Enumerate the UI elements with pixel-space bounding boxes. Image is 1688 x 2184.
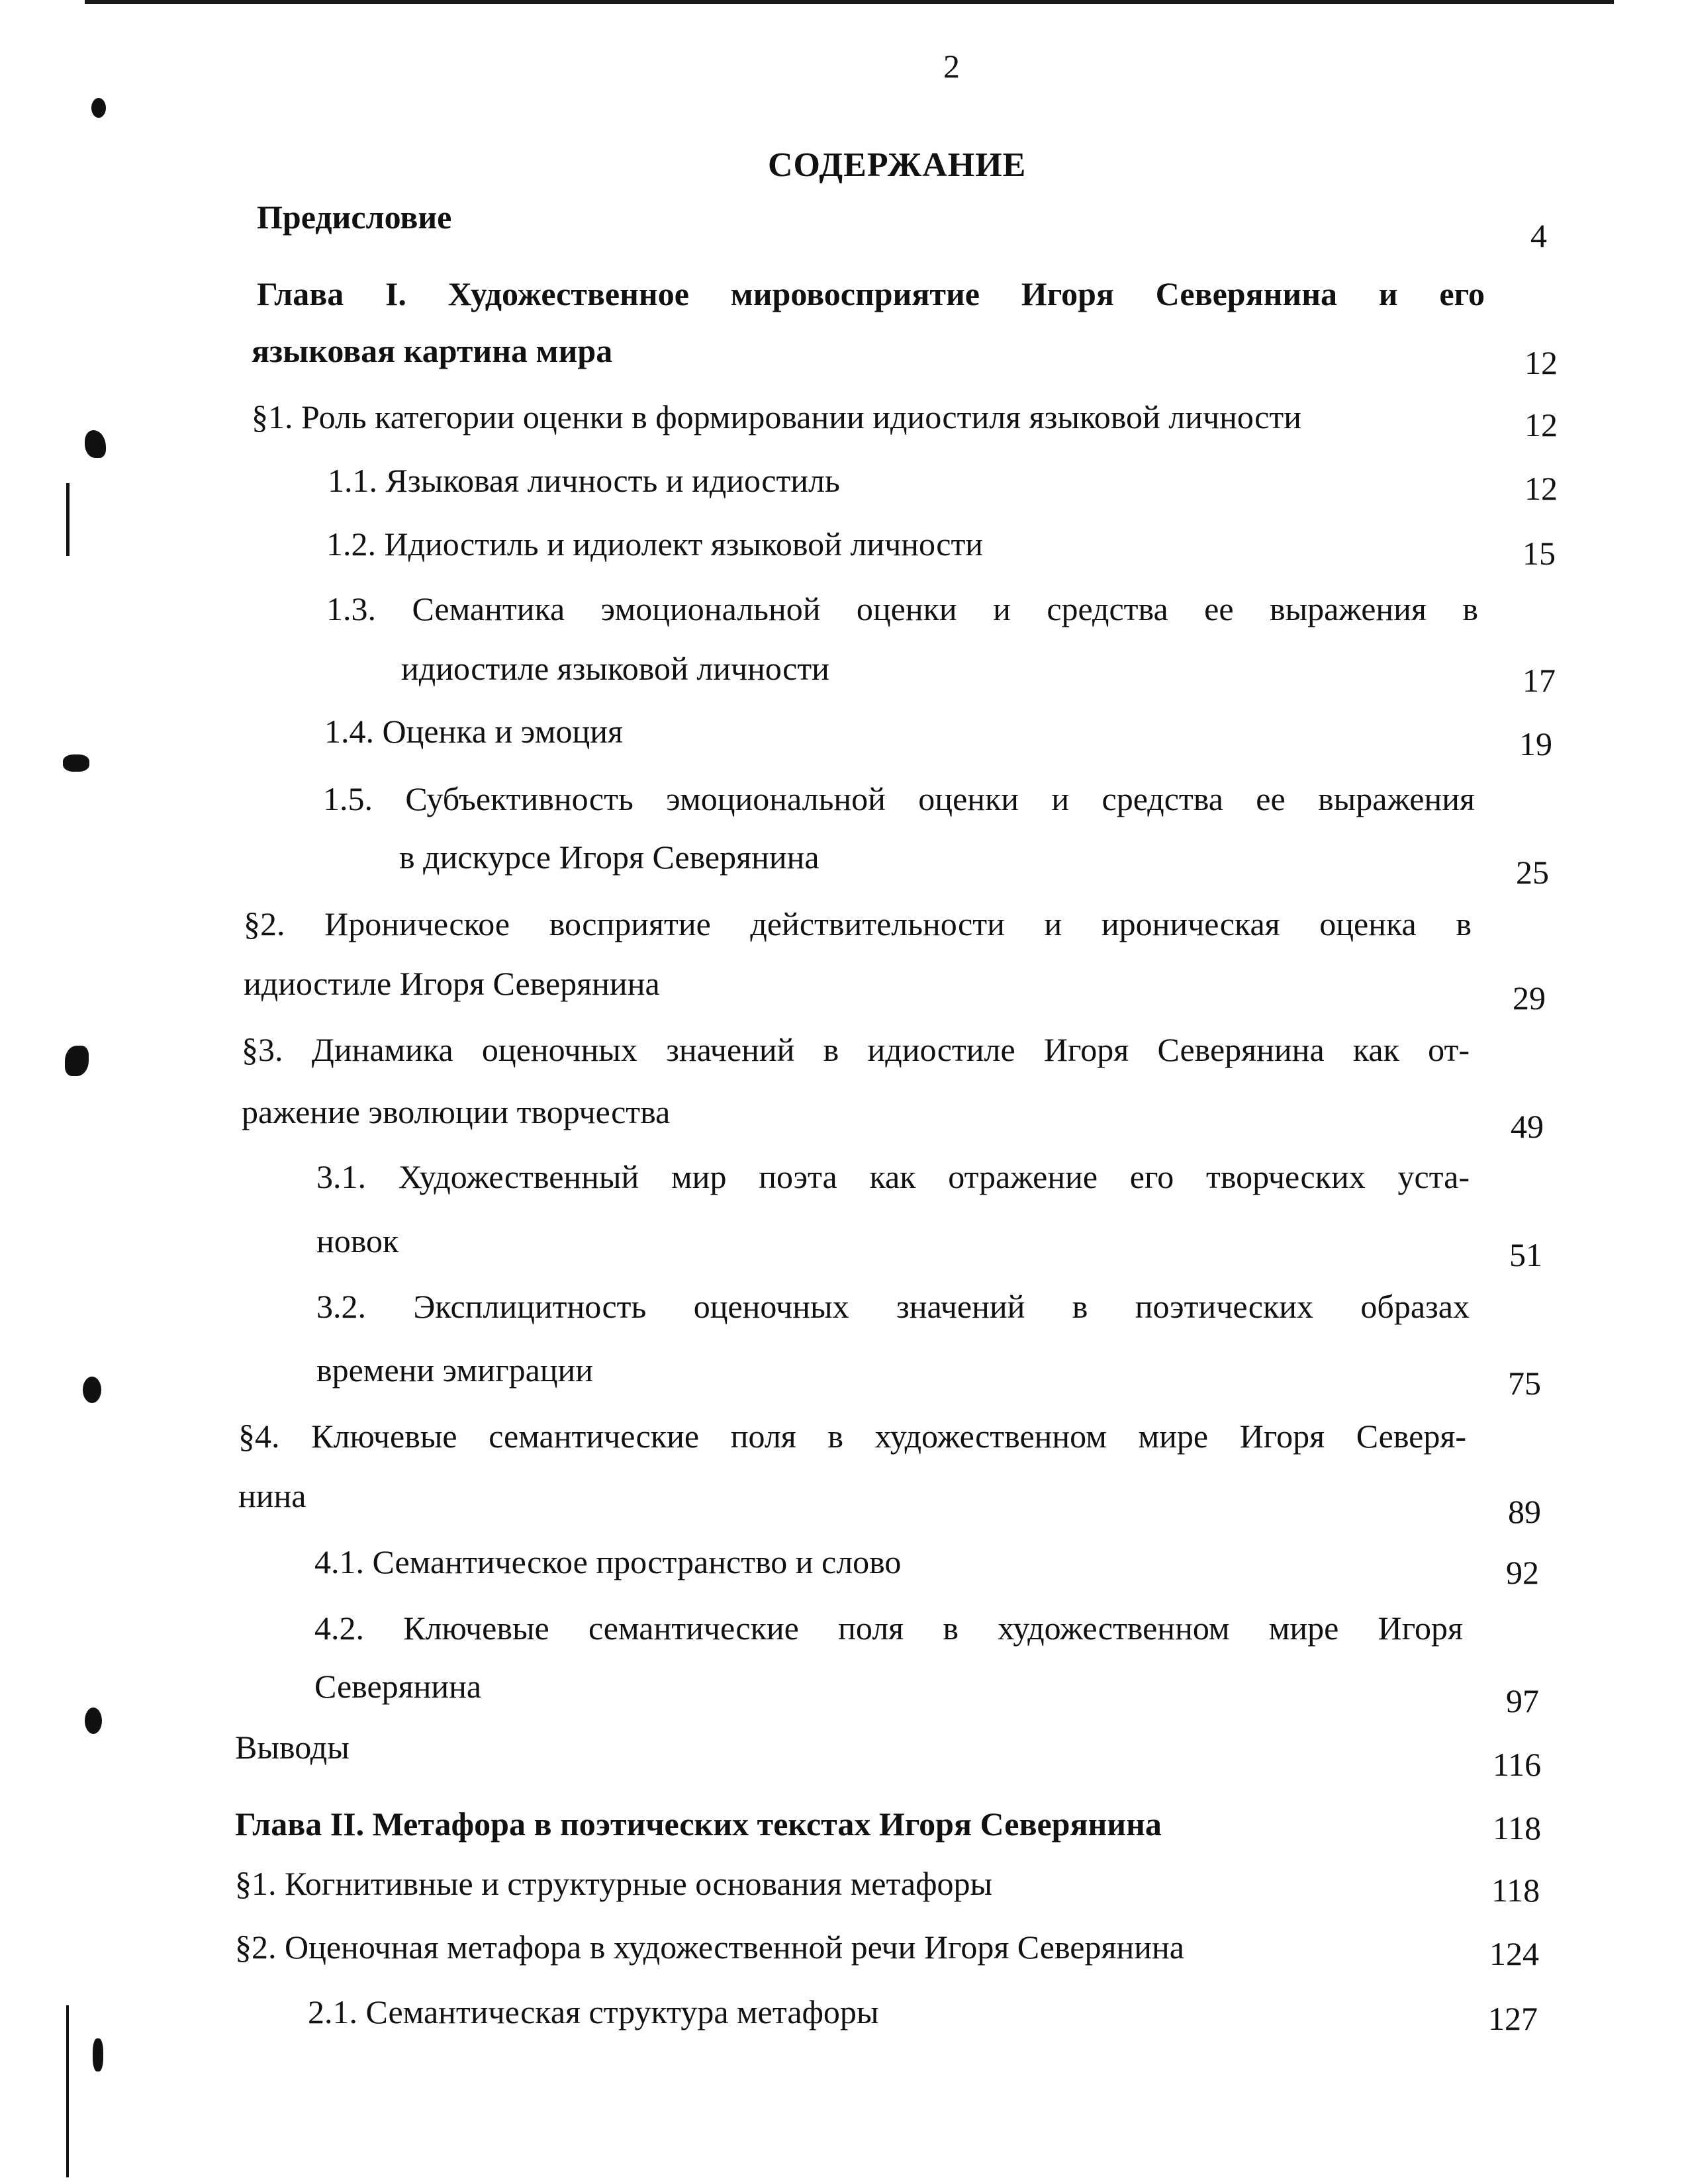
toc-page-number: 124 xyxy=(1489,1935,1539,1972)
toc-page-number: 12 xyxy=(1524,406,1558,443)
toc-entry-ch2-section-1: §1. Когнитивные и структурные основания метафоры xyxy=(235,1865,993,1902)
scan-speck xyxy=(66,483,70,556)
toc-entry-1-2: 1.2. Идиостиль и идиолект языковой личности xyxy=(326,525,984,563)
page-title: СОДЕРЖАНИЕ xyxy=(768,146,1027,184)
toc-entry-preface: Предисловие xyxy=(257,199,452,236)
toc-entry-1-3: 1.3. Семантика эмоциональной оценки и средства ее выражения в xyxy=(326,590,1478,627)
toc-page-number: 12 xyxy=(1524,344,1558,381)
toc-entry-section-2-cont: идиостиле Игоря Северянина xyxy=(244,965,660,1002)
toc-entry-section-3: §3. Динамика оценочных значений в идиостиле Игоря Северянина как от- xyxy=(242,1031,1470,1068)
toc-entry-3-1: 3.1. Художественный мир поэта как отражение его творческих уста- xyxy=(316,1158,1470,1195)
toc-entry-2-1: 2.1. Семантическая структура метафоры xyxy=(308,1993,879,2030)
scan-speck xyxy=(93,2038,103,2071)
toc-page-number: 17 xyxy=(1523,662,1556,699)
scan-speck xyxy=(85,1707,102,1734)
toc-page-number: 89 xyxy=(1508,1493,1541,1530)
toc-entry-3-2-cont: времени эмиграции xyxy=(316,1351,594,1388)
toc-page-number: 75 xyxy=(1508,1365,1541,1402)
toc-entry-section-2: §2. Ироническое восприятие действительности и ироническая оценка в xyxy=(244,905,1472,942)
scan-speck xyxy=(85,430,106,458)
toc-entry-1-4: 1.4. Оценка и эмоция xyxy=(324,713,623,750)
toc-page-number: 118 xyxy=(1491,1872,1540,1909)
toc-page-number: 25 xyxy=(1516,854,1549,891)
toc-entry-1-5-cont: в дискурсе Игоря Северянина xyxy=(399,839,820,876)
toc-page-number: 92 xyxy=(1506,1554,1539,1591)
scan-speck xyxy=(66,2005,69,2177)
page-number: 2 xyxy=(943,48,960,85)
toc-entry-section-4-cont: нина xyxy=(238,1477,306,1514)
toc-page-number: 51 xyxy=(1509,1236,1542,1273)
toc-entry-4-1: 4.1. Семантическое пространство и слово xyxy=(314,1543,902,1580)
toc-entry-chapter-2: Глава II. Метафора в поэтических текстах Игоря Северянина xyxy=(235,1805,1162,1843)
scan-speck xyxy=(91,98,106,118)
toc-entry-4-2-cont: Северянина xyxy=(314,1668,482,1705)
toc-page-number: 15 xyxy=(1523,535,1556,572)
scan-speck xyxy=(63,754,89,772)
toc-page-number: 4 xyxy=(1530,217,1547,254)
top-border-line xyxy=(85,0,1614,4)
toc-page-number: 118 xyxy=(1493,1809,1542,1846)
toc-entry-4-2: 4.2. Ключевые семантические поля в художественном мире Игоря xyxy=(314,1610,1463,1647)
toc-entry-section-3-cont: ражение эволюции творчества xyxy=(242,1093,671,1130)
scan-speck xyxy=(83,1377,101,1403)
toc-page-number: 127 xyxy=(1488,2000,1538,2037)
toc-entry-chapter-1-cont: языковая картина мира xyxy=(252,332,613,369)
toc-entry-conclusions: Выводы xyxy=(235,1729,350,1766)
toc-entry-1-3-cont: идиостиле языковой личности xyxy=(401,650,829,687)
toc-entry-3-1-cont: новок xyxy=(316,1222,399,1259)
toc-entry-section-1: §1. Роль категории оценки в формировании идиостиля языковой личности xyxy=(252,398,1301,435)
toc-entry-chapter-1: Глава I. Художественное мировосприятие Игоря Северянина и его xyxy=(257,275,1485,312)
toc-entry-1-1: 1.1. Языковая личность и идиостиль xyxy=(328,462,840,499)
toc-page-number: 29 xyxy=(1513,979,1546,1017)
toc-entry-ch2-section-2: §2. Оценочная метафора в художественной речи Игоря Северянина xyxy=(235,1929,1184,1966)
toc-page-number: 12 xyxy=(1524,470,1558,507)
toc-page-number: 19 xyxy=(1519,725,1552,762)
toc-page-number: 116 xyxy=(1493,1746,1542,1783)
toc-page-number: 97 xyxy=(1506,1682,1539,1719)
scan-speck xyxy=(65,1046,89,1076)
toc-entry-1-5: 1.5. Субъективность эмоциональной оценки и средства ее выражения xyxy=(323,780,1475,817)
toc-entry-section-4: §4. Ключевые семантические поля в художественном мире Игоря Северя- xyxy=(238,1418,1466,1455)
toc-page-number: 49 xyxy=(1511,1108,1544,1145)
toc-entry-3-2: 3.2. Эксплицитность оценочных значений в поэтических образах xyxy=(316,1288,1470,1325)
